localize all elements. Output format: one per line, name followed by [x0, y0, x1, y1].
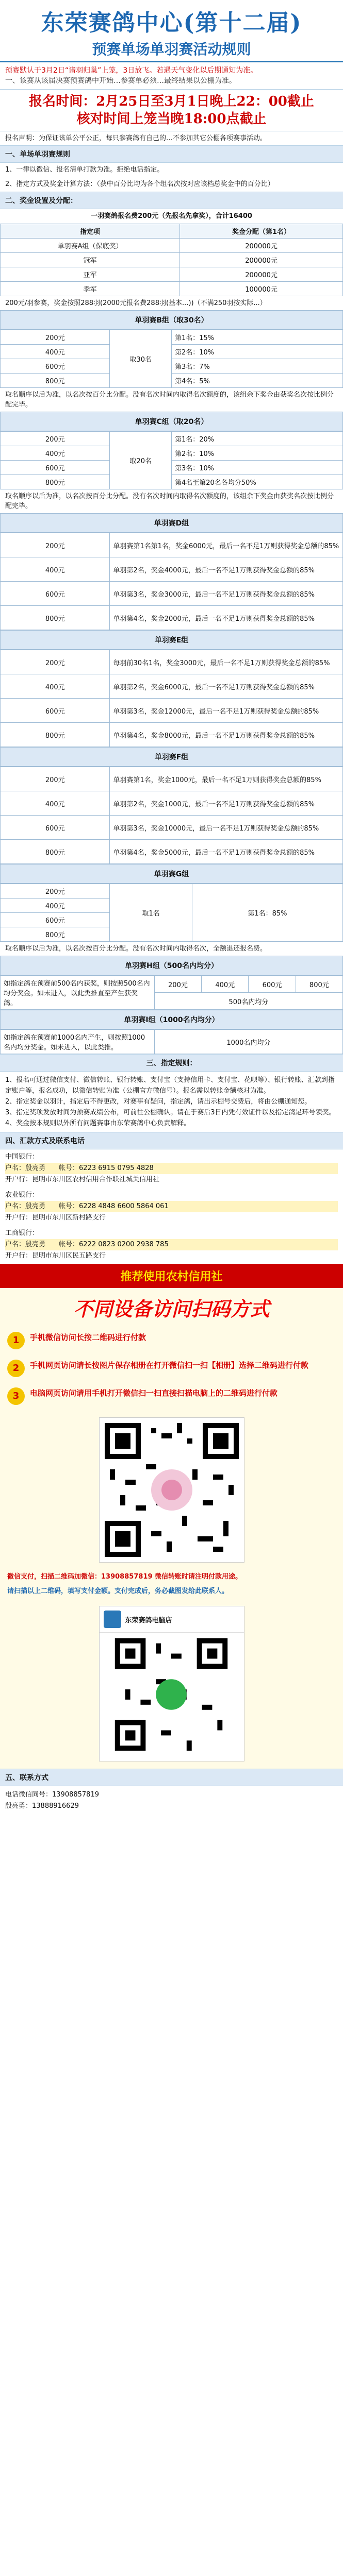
- contact-phone[interactable]: 电话微信同号：13908857819: [5, 1791, 99, 1799]
- wechat-note-2: 请扫描以上二维码，填写支付金额。支付完成后，务必截图发给此联系人。: [7, 1587, 229, 1595]
- prize-cell: 单羽赛第1名，奖金1000元，最后一名不足1万则获得奖金总额的85%: [110, 767, 343, 791]
- account-holder: 户名：殷亮勇: [5, 1241, 46, 1248]
- fee-cell: 600元: [1, 582, 110, 606]
- section-designation-title: 三、指定规则：: [0, 1054, 343, 1072]
- result-cell: 1000名内均分: [154, 1030, 342, 1054]
- shop-qr-code-icon: [100, 1633, 243, 1756]
- account-abc: [0, 1188, 343, 1226]
- prize-cell: 单羽赛第1名第1名，奖金6000元，最后一名不足1万则获得奖金总额的85%: [110, 533, 343, 557]
- shop-qr-card[interactable]: [99, 1606, 244, 1761]
- fee-cell: 400元: [1, 557, 110, 582]
- qr-code-icon[interactable]: [99, 1417, 244, 1563]
- fee-cell: 600元: [249, 976, 296, 993]
- fee-cell: 800元: [1, 723, 110, 747]
- pick-cell: 取1名: [110, 884, 192, 942]
- prize-cell: 第2名：10%: [171, 446, 342, 461]
- check-deadline: 核对时间上笼当晚18:00点截止: [76, 111, 267, 127]
- table-a-note: 200元/羽参赛，奖金按照288羽(2000元报名费288羽(基本...))（不满250羽按实际...）: [5, 299, 267, 307]
- table-row: [1, 976, 343, 993]
- prize-cell: 每羽前30名1名，奖金3000元，最后一名不足1万则获得奖金总额的85%: [110, 650, 343, 674]
- qr-wrap-1: [0, 1410, 343, 1570]
- table-row: [1, 650, 343, 674]
- table-row: [1, 582, 343, 606]
- prize-cell: 单羽第3名，奖金12000元，最后一名不足1万则获得奖金总额的85%: [110, 699, 343, 723]
- table-row: [1, 674, 343, 699]
- table-row: [1, 840, 343, 864]
- table-row: [1, 345, 343, 359]
- section-payment-title: 四、汇款方式及联系电话: [0, 1132, 343, 1149]
- table-row: [1, 446, 343, 461]
- table-row: [1, 239, 343, 253]
- account-number[interactable]: 帐号：6228 4848 6600 5864 061: [59, 1202, 169, 1210]
- table-row: [1, 359, 343, 374]
- table-cell: 100000元: [180, 282, 343, 296]
- fee-cell: 200元: [1, 767, 110, 791]
- group-b-title: 单羽赛B组（取30名）: [0, 310, 343, 330]
- table-row: [1, 791, 343, 816]
- schedule-notice-text-2: 一、该赛从该届决赛预赛鸽中开始…参赛单必须…最终结果以公棚为准。: [5, 77, 236, 85]
- table-cell: 200000元: [180, 267, 343, 282]
- contact-block: [0, 1786, 343, 1815]
- fee-cell: 200元: [1, 330, 110, 345]
- fee-cell: 400元: [1, 791, 110, 816]
- account-holder-number: [5, 1239, 338, 1250]
- pay-title: 不同设备访问扫码方式: [73, 1297, 270, 1320]
- group-b-note: 取名顺序以后为准，以名次按百分比分配。没有名次时间内取得名次额度的，该组余下奖金由获奖名次按比例分配完毕。: [5, 391, 334, 409]
- table-row: [1, 1030, 343, 1054]
- table-row: [1, 816, 343, 840]
- pay-step-text: 电脑网页访问请用手机打开微信扫一扫直接扫描电脑上的二维码进行付款: [30, 1388, 278, 1398]
- account-holder-number: [5, 1201, 338, 1212]
- rule-2: 2、指定方式及奖金计算方法：（获中百分比均为各个组名次按对应该档总奖金中的百分比）: [5, 180, 274, 188]
- schedule-notice: [0, 62, 343, 90]
- fee-cell: 400元: [1, 446, 110, 461]
- prize-cell: 单羽第4名，奖金5000元，最后一名不足1万则获得奖金总额的85%: [110, 840, 343, 864]
- fee-cell: 600元: [1, 359, 110, 374]
- pay-band: 推荐使用农村信用社: [0, 1264, 343, 1288]
- group-c-table: [0, 431, 343, 489]
- table-row: [1, 606, 343, 630]
- group-b-table: [0, 330, 343, 388]
- table-row: [1, 475, 343, 489]
- bank-name: 中国银行：: [5, 1153, 39, 1161]
- table-cell: 200000元: [180, 239, 343, 253]
- shop-avatar: [104, 1611, 121, 1628]
- account-number[interactable]: 帐号：6222 0823 0200 2938 785: [59, 1241, 169, 1248]
- prize-cell: 单羽第4名，奖金8000元，最后一名不足1万则获得奖金总额的85%: [110, 723, 343, 747]
- prize-cell: 单羽第2名，奖金1000元，最后一名不足1万则获得奖金总额的85%: [110, 791, 343, 816]
- prize-cell: 单羽第3名，奖金10000元，最后一名不足1万则获得奖金总额的85%: [110, 816, 343, 840]
- page-title: 东荣赛鸽中心(第十二届): [41, 10, 302, 36]
- group-c-note: 取名顺序以后为准，以名次按百分比分配。没有名次时间内取得名次额度的，该组余下奖金由获奖名次按比例分配完毕。: [5, 493, 334, 510]
- account-branch: 开户行：昆明市东川区新村路支行: [5, 1214, 106, 1222]
- table-header: 奖金分配（第1名）: [180, 224, 343, 239]
- table-cell: 冠军: [1, 253, 180, 267]
- prize-cell: 单羽第3名，奖金3000元，最后一名不足1万则获得奖金总额的85%: [110, 582, 343, 606]
- section-prize-title: 二、奖金设置及分配：: [0, 192, 343, 209]
- fee-cell: 600元: [1, 699, 110, 723]
- table-row: [1, 267, 343, 282]
- page-subtitle: 预赛单场单羽赛活动规则: [92, 41, 251, 58]
- table-row: [1, 699, 343, 723]
- prize-subtitle: 一羽赛鸽报名费200元（先报名先拿奖），合计16400: [91, 212, 252, 220]
- fee-cell: 800元: [1, 374, 110, 388]
- table-row: [1, 533, 343, 557]
- table-row: [1, 767, 343, 791]
- designation-rule: 3、指定奖项发放时间为预赛成绩公布，可前往公棚确认。请在于赛后3日内凭有效证件以及指定鸽足环号领奖。: [5, 1109, 336, 1116]
- fee-cell: 200元: [154, 976, 201, 993]
- prize-cell: 第1名：20%: [171, 432, 342, 446]
- prize-cell: 第4名至第20名各均分50%: [171, 475, 342, 489]
- account-branch: 开户行：昆明市东川区民五路支行: [5, 1252, 106, 1260]
- section-rules-title: 一、单场单羽赛规则: [0, 145, 343, 163]
- fee-cell: 200元: [1, 884, 110, 899]
- designation-rule: 4、奖金按本规则以外所有问题赛事由东荣赛鸽中心负责解释。: [5, 1120, 191, 1127]
- group-g-table: [0, 884, 343, 942]
- fee-cell: 200元: [1, 432, 110, 446]
- pay-step-text: 手机微信访问长按二维码进行付款: [30, 1333, 146, 1342]
- step-number-icon: 3: [7, 1387, 25, 1405]
- group-d-title: 单羽赛D组: [0, 513, 343, 533]
- group-h-table: [0, 975, 343, 1010]
- table-cell: 季军: [1, 282, 180, 296]
- bank-name: 农业银行：: [5, 1191, 39, 1199]
- table-row: [1, 374, 343, 388]
- account-holder: 户名：殷亮勇: [5, 1164, 46, 1172]
- table-cell: 亚军: [1, 267, 180, 282]
- section-contact-title: 五、联系方式: [0, 1769, 343, 1786]
- pay-step: [0, 1327, 343, 1354]
- result-cell: 500名内均分: [154, 993, 342, 1010]
- account-branch: 开户行：昆明市东川区农村信用合作联社城关信用社: [5, 1176, 160, 1183]
- table-cell: 单羽赛A组（保底奖）: [1, 239, 180, 253]
- pay-step-text: 手机网页访问请长按图片保存相册在打开微信扫一扫【相册】选择二维码进行付款: [30, 1361, 309, 1370]
- fee-cell: 600元: [1, 461, 110, 475]
- account-holder: 户名：殷亮勇: [5, 1202, 46, 1210]
- prize-cell: 单羽第2名，奖金6000元，最后一名不足1万则获得奖金总额的85%: [110, 674, 343, 699]
- designation-rule: 1、报名可通过微信支付、微信转账、银行转账、支付宝（支持信用卡、支付宝、花呗等）、银行转账、汇款到指定账户等，报名成功，以微信转账为准（公棚官方微信号）。报名需以转账金额核对为准。: [5, 1076, 335, 1095]
- table-header: 指定项: [1, 224, 180, 239]
- fee-cell: 400元: [202, 976, 249, 993]
- prize-cell: 第1名：15%: [171, 330, 342, 345]
- group-e-title: 单羽赛E组: [0, 630, 343, 650]
- fee-cell: 800元: [1, 840, 110, 864]
- account-number[interactable]: 帐号：6223 6915 0795 4828: [59, 1164, 154, 1172]
- group-g-note: 取名顺序以后为准，以名次按百分比分配。没有名次时间内取得名次，全额退还报名费。: [5, 945, 267, 953]
- contact-person[interactable]: 殷亮勇：13888916629: [5, 1802, 79, 1810]
- group-i-desc: 如指定鸽在预赛前1000名内产生，则按照1000名内均分奖金。如未进入，以此类推。: [1, 1030, 155, 1054]
- registration-deadline: 报名时间：2月25日至3月1日晚上22：00截止: [29, 94, 314, 109]
- declaration: 报名声明：为保证该单公平公正，每只参赛鸽有自己的…不参加其它公棚各项赛事活动。: [5, 134, 267, 142]
- prize-table-a: [0, 224, 343, 296]
- fee-cell: 200元: [1, 533, 110, 557]
- prize-cell: 第2名：10%: [171, 345, 342, 359]
- group-f-table: [0, 767, 343, 864]
- pay-step: [0, 1382, 343, 1410]
- deadline-block: [0, 90, 343, 131]
- wechat-note: 微信支付，扫描二维码加微信：13908857819 微信转账时请注明付款用途。: [7, 1573, 242, 1581]
- account-icbc: [0, 1226, 343, 1264]
- group-e-table: [0, 650, 343, 747]
- prize-cell: 第3名：10%: [171, 461, 342, 475]
- rule-1: 1、一律以微信、报名清单打款为准。拒绝电话指定。: [5, 166, 164, 174]
- designation-rule: 2、指定奖金以羽计，指定后不得更改，对赛事有疑问，指定鸽，请出示棚号交费后，将由公棚通知您。: [5, 1098, 312, 1106]
- group-f-title: 单羽赛F组: [0, 747, 343, 767]
- table-row: [1, 557, 343, 582]
- table-row: [1, 884, 343, 899]
- group-h-desc: 如指定鸽在预赛前500名内获奖，则按照500名内均分奖金。如未进入，以此类推直至产生获奖鸽。: [1, 976, 155, 1010]
- table-row: [1, 253, 343, 267]
- group-d-table: [0, 533, 343, 630]
- header: [0, 0, 343, 62]
- shop-header: [100, 1606, 244, 1633]
- prize-cell: 第3名：7%: [171, 359, 342, 374]
- fee-cell: 800元: [296, 976, 342, 993]
- prize-cell: 单羽第4名，奖金2000元，最后一名不足1万则获得奖金总额的85%: [110, 606, 343, 630]
- fee-cell: 400元: [1, 345, 110, 359]
- table-row: [1, 432, 343, 446]
- table-row: [1, 330, 343, 345]
- step-number-icon: 1: [7, 1332, 25, 1349]
- fee-cell: 800元: [1, 927, 110, 942]
- group-i-table: [0, 1029, 343, 1054]
- table-row: [1, 461, 343, 475]
- group-h-title: 单羽赛H组（500名内均分）: [0, 956, 343, 975]
- group-i-title: 单羽赛I组（1000名内均分）: [0, 1010, 343, 1029]
- pay-step: [0, 1354, 343, 1382]
- table-row: [1, 723, 343, 747]
- fee-cell: 800元: [1, 475, 110, 489]
- pick-cell: 取30名: [110, 330, 172, 388]
- pay-section: [0, 1288, 343, 1769]
- fee-cell: 600元: [1, 816, 110, 840]
- prize-cell: 第4名：5%: [171, 374, 342, 388]
- account-holder-number: [5, 1163, 338, 1174]
- fee-cell: 400元: [1, 674, 110, 699]
- bank-name: 工商银行：: [5, 1229, 39, 1237]
- qr-wrap-2: [0, 1599, 343, 1769]
- prize-cell: 单羽第2名，奖金4000元，最后一名不足1万则获得奖金总额的85%: [110, 557, 343, 582]
- fee-cell: 200元: [1, 650, 110, 674]
- prize-cell: 第1名：85%: [192, 884, 342, 942]
- pick-cell: 取20名: [110, 432, 172, 489]
- step-number-icon: 2: [7, 1360, 25, 1377]
- table-row: [1, 282, 343, 296]
- group-g-title: 单羽赛G组: [0, 864, 343, 884]
- shop-label: 东荣赛鸽电脑店: [125, 1616, 172, 1624]
- fee-cell: 800元: [1, 606, 110, 630]
- fee-cell: 400元: [1, 899, 110, 913]
- group-c-title: 单羽赛C组（取20名）: [0, 412, 343, 431]
- table-cell: 200000元: [180, 253, 343, 267]
- account-boc: [0, 1149, 343, 1188]
- designation-rules: [0, 1072, 343, 1132]
- schedule-notice-text: 预赛默认于3月2日“诸羽归巢”上笼，3日放飞。若遇天气变化以后期通知为准。: [5, 66, 258, 75]
- fee-cell: 600元: [1, 913, 110, 927]
